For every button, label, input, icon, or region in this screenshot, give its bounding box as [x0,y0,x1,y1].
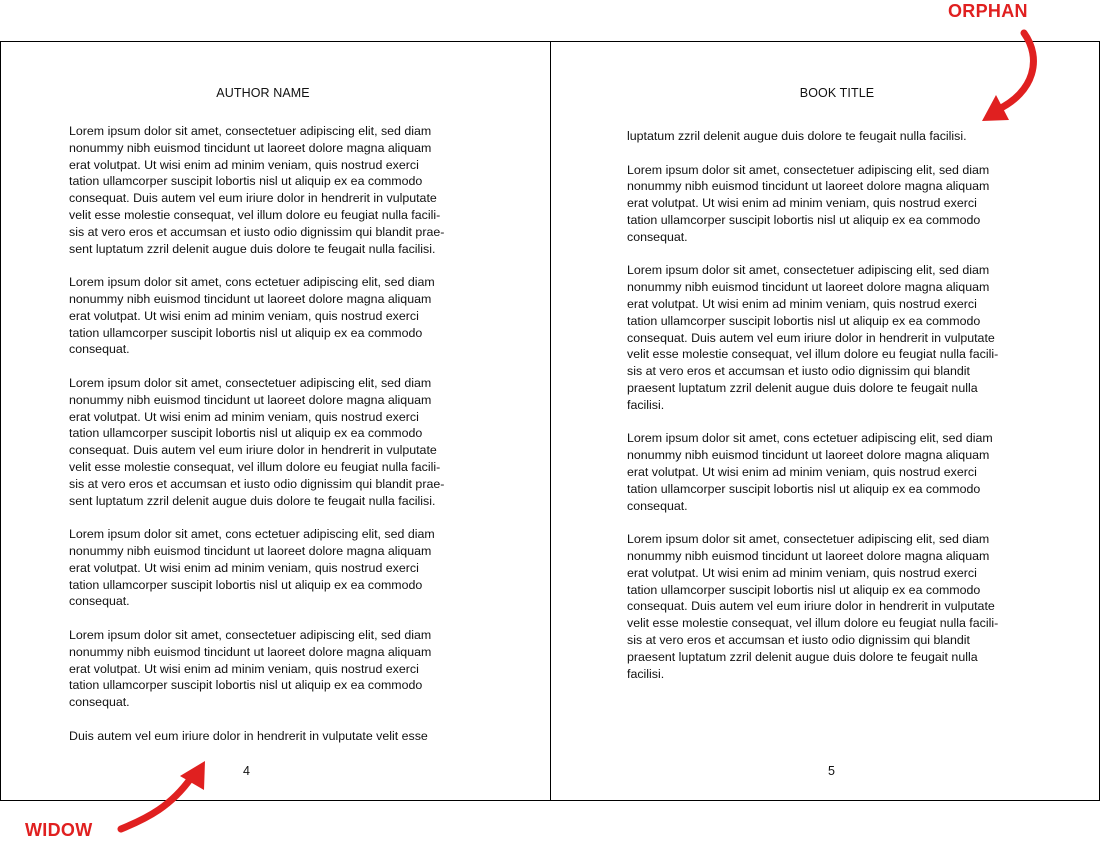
book-spread [0,41,1100,803]
left-page-body [69,123,479,744]
orphan-line: luptatum zzril delenit augue duis dolore te feugait nulla facilisi. [627,129,967,143]
right-paragraph-3: Lorem ipsum dolor sit amet, cons ectetuer adipiscing elit, sed diam nonummy nibh euismod tincidunt ut laoreet dolore magna aliquam erat volutpat. Ut wisi enim ad minim veniam, quis nostrud exerci tation ullamcorper suscipit lobortis nisl ut aliquip ex ea commodo consequat. [627,431,993,513]
author-name-running-head: AUTHOR NAME [216,86,310,100]
right-paragraph-2: Lorem ipsum dolor sit amet, consectetuer adipiscing elit, sed diam nonummy nibh euismod tincidunt ut laoreet dolore magna aliquam erat volutpat. Ut wisi enim ad minim veniam, quis nostrud exerci tation ullamcorper suscipit lobortis nisl ut aliquip ex ea commodo consequat. Duis autem vel eum iriure dolor in hendrerit in vulputate velit esse molestie consequat, vel illum dolore eu feugiat nulla facili- sis at vero eros et accumsan et iusto odio dignissim qui blandit praesent luptatum zzril delenit augue duis dolore te feugait nulla facilisi. [627,263,999,412]
left-paragraph-4: Lorem ipsum dolor sit amet, cons ectetuer adipiscing elit, sed diam nonummy nibh euismod tincidunt ut laoreet dolore magna aliquam erat volutpat. Ut wisi enim ad minim veniam, quis nostrud exerci tation ullamcorper suscipit lobortis nisl ut aliquip ex ea commodo consequat. [69,527,435,609]
widow-line: Duis autem vel eum iriure dolor in hendrerit in vulputate velit esse [69,728,428,743]
right-page [550,41,1100,801]
left-paragraph-2: Lorem ipsum dolor sit amet, cons ectetuer adipiscing elit, sed diam nonummy nibh euismod tincidunt ut laoreet dolore magna aliquam erat volutpat. Ut wisi enim ad minim veniam, quis nostrud exerci tation ullamcorper suscipit lobortis nisl ut aliquip ex ea commodo consequat. [69,275,435,357]
left-paragraph-3: Lorem ipsum dolor sit amet, consectetuer adipiscing elit, sed diam nonummy nibh euismod tincidunt ut laoreet dolore magna aliquam erat volutpat. Ut wisi enim ad minim veniam, quis nostrud exerci tation ullamcorper suscipit lobortis nisl ut aliquip ex ea commodo consequat. Duis autem vel eum iriure dolor in hendrerit in vulputate velit esse molestie consequat, vel illum dolore eu feugiat nulla facili- sis at vero eros et accumsan et iusto odio dignissim qui blandit prae- sent luptatum zzril delenit augue duis dolore te feugait nulla facilisi. [69,375,445,508]
book-title-running-head: BOOK TITLE [799,86,875,100]
orphan-label: ORPHAN [948,1,1028,21]
right-page-body [627,128,1037,682]
left-paragraph-5: Lorem ipsum dolor sit amet, consectetuer adipiscing elit, sed diam nonummy nibh euismod tincidunt ut laoreet dolore magna aliquam erat volutpat. Ut wisi enim ad minim veniam, quis nostrud exerci tation ullamcorper suscipit lobortis nisl ut aliquip ex ea commodo consequat. [69,627,432,710]
left-paragraph-1: Lorem ipsum dolor sit amet, consectetuer adipiscing elit, sed diam nonummy nibh euismod tincidunt ut laoreet dolore magna aliquam erat volutpat. Ut wisi enim ad minim veniam, quis nostrud exerci tation ullamcorper suscipit lobortis nisl ut aliquip ex ea commodo consequat. Duis autem vel eum iriure dolor in hendrerit in vulputate velit esse molestie consequat, vel illum dolore eu feugiat nulla facili- sis at vero eros et accumsan et iusto odio dignissim qui blandit prae- sent luptatum zzril delenit augue duis dolore te feugait nulla facilisi. [69,124,445,256]
left-page [0,41,551,801]
right-page-number: 5 [828,764,835,778]
right-paragraph-4: Lorem ipsum dolor sit amet, consectetuer adipiscing elit, sed diam nonummy nibh euismod tincidunt ut laoreet dolore magna aliquam erat volutpat. Ut wisi enim ad minim veniam, quis nostrud exerci tation ullamcorper suscipit lobortis nisl ut aliquip ex ea commodo consequat. Duis autem vel eum iriure dolor in hendrerit in vulputate velit esse molestie consequat, vel illum dolore eu feugiat nulla facili- sis at vero eros et accumsan et iusto odio dignissim qui blandit praesent luptatum zzril delenit augue duis dolore te feugait nulla facilisi. [627,532,999,681]
left-page-number: 4 [243,764,250,778]
widow-label: WIDOW [25,820,93,840]
right-paragraph-1: Lorem ipsum dolor sit amet, consectetuer adipiscing elit, sed diam nonummy nibh euismod tincidunt ut laoreet dolore magna aliquam erat volutpat. Ut wisi enim ad minim veniam, quis nostrud exerci tation ullamcorper suscipit lobortis nisl ut aliquip ex ea commodo consequat. [627,162,990,244]
